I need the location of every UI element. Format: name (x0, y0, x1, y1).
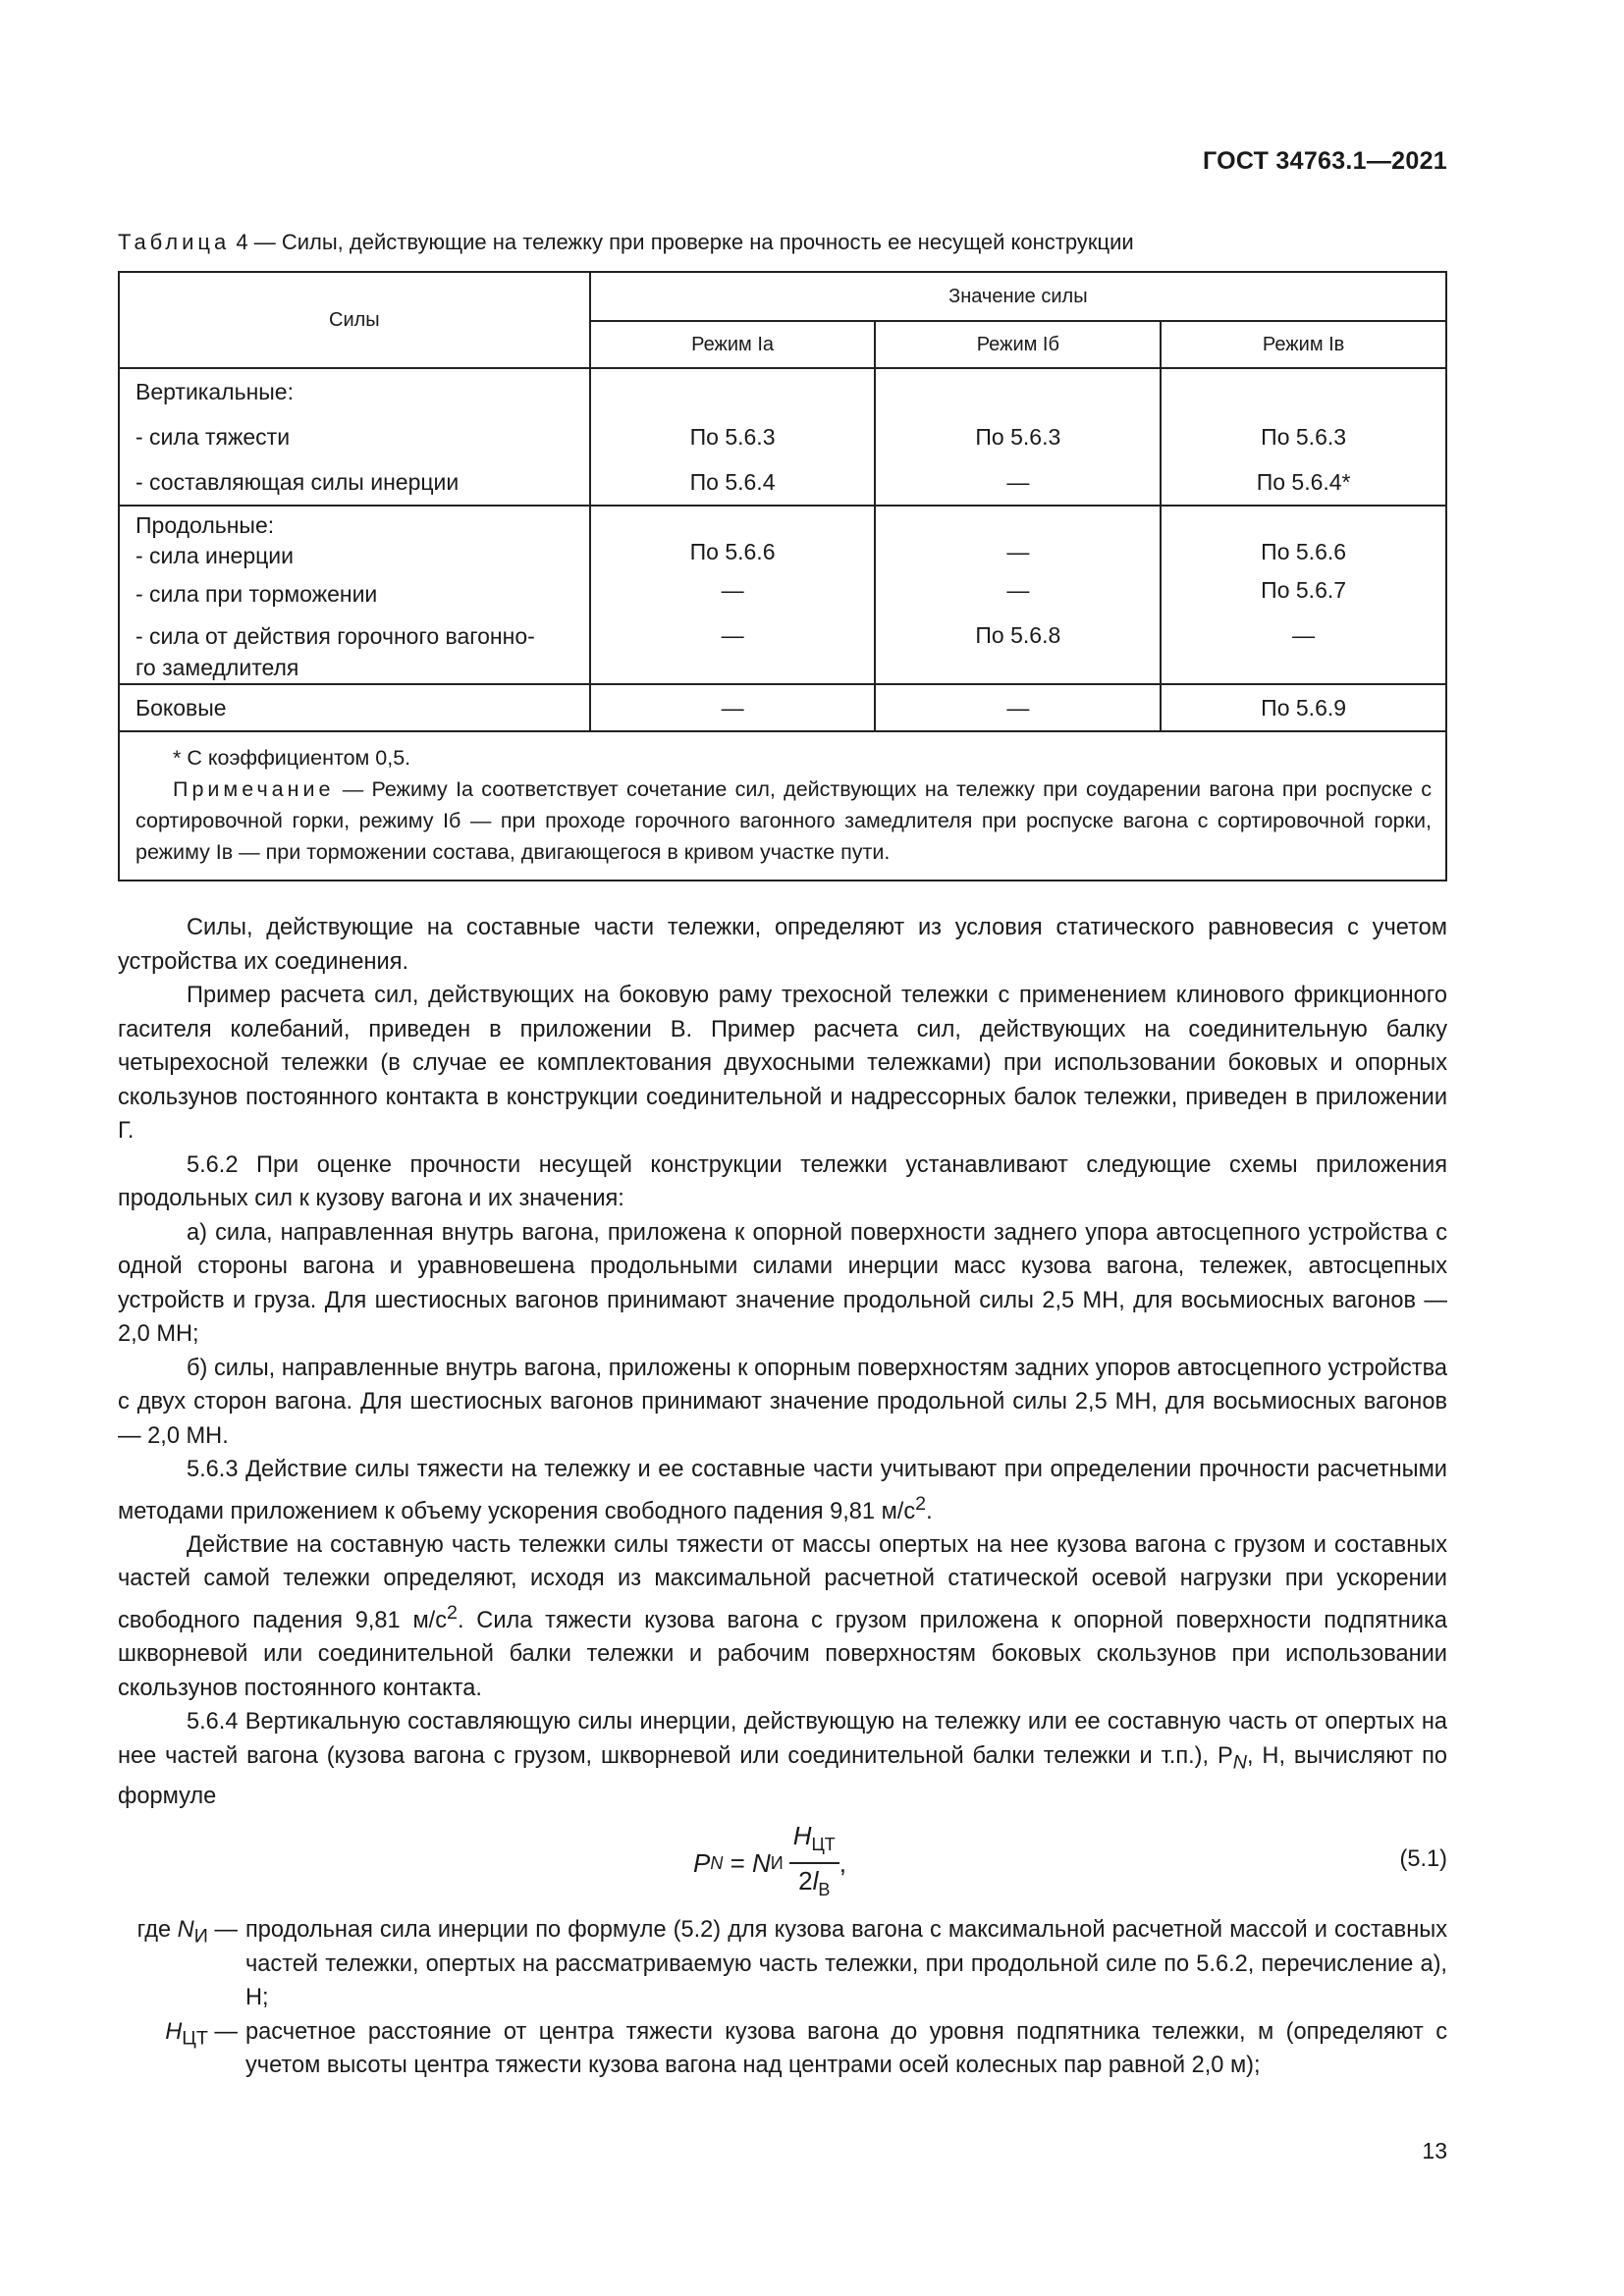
table-cell: — (1292, 622, 1316, 648)
row-label: - сила тяжести (135, 424, 291, 450)
row-label: - сила инерции (135, 543, 294, 568)
table-cell: — (721, 577, 744, 603)
forces-table (118, 271, 1447, 881)
paragraph: 5.6.2 При оценке прочности несущей конструкции тележки устанавливают следующие схемы приложения продольных сил к кузову вагона и их значения: (118, 1151, 1447, 1211)
table-cell: — (1006, 469, 1030, 495)
table-note: Примечание — Режиму Iа соответствует сочетание сил, действующих на тележку при соударении вагона при роспуске с сортировочной горки, режиму Iб — при проходе горочного вагонного замедлителя при роспуске вагона с сортировочной горки, режиму Iв — при торможении состава, двигающегося в кривом участке пути. (135, 777, 1432, 864)
legend-description: продольная сила инерции по формуле (5.2) для кузова вагона с максимальной расчетной массой и составных частей тележки, опертых на рассматриваемую часть тележки, при продольной силе по 5.6.2, перечисление а), Н; (245, 1917, 1447, 2011)
row-label: - составляющая силы инерции (135, 469, 460, 495)
paragraph: 5.6.3 Действие силы тяжести на тележку и ее составные части учитывают при определении прочности расчетными методами приложением к объему ускорения свободного падения 9,81 $м/с^2$. (118, 1457, 1447, 1524)
table-cell: По 5.6.4* (1256, 469, 1351, 495)
table-row-lateral (119, 684, 1446, 731)
group-title-vertical: Вертикальные: (135, 379, 294, 404)
table-notes (119, 731, 1446, 881)
legend-symbol: $H_{ЦТ}$ — (165, 2018, 238, 2050)
paragraph: Силы, действующие на составные части тележки, определяют из условия статического равновесия с учетом устройства их соединения. (118, 915, 1447, 975)
table-cell: По 5.6.8 (975, 622, 1061, 648)
table-cell: По 5.6.6 (1261, 539, 1347, 564)
table-cell: По 5.6.6 (689, 539, 776, 564)
col-header-mode-b: Режим Iб (875, 321, 1161, 368)
page-number: 13 (1422, 2138, 1447, 2163)
table-cell: По 5.6.3 (1261, 424, 1347, 450)
body-text (118, 911, 1447, 2083)
paragraph: б) силы, направленные внутрь вагона, приложены к опорным поверхностям задних упоров автосцепного устройства с двух сторон вагона. Для шестиосных вагонов принимают значение продольной силы 2,5 МН, для восьмиосных вагонов — 2,0 МН. (118, 1355, 1447, 1449)
formula-legend (118, 1913, 1447, 2083)
table-cell: — (1006, 577, 1030, 603)
table-cell: По 5.6.7 (1261, 577, 1347, 603)
table-cell: По 5.6.4 (689, 469, 776, 495)
table-cell: По 5.6.3 (689, 424, 776, 450)
formula-number: (5.1) (1399, 1846, 1447, 1873)
row-label: Боковые (135, 695, 227, 721)
formula-fraction: $\frac{H_{ЦТ}}{2l_В}$ (789, 1819, 839, 1906)
paragraph: 5.6.4 Вертикальную составляющую силы инерции, действующую на тележку или ее составную часть от опертых на нее частей вагона (кузова вагона с грузом, шкворневой или соединительной балки тележки и т.п.), $P_N$, Н, вычисляют по формуле (118, 1709, 1447, 1809)
row-label: - сила при торможении (135, 581, 378, 607)
table-row-longitudinal (119, 506, 1446, 684)
col-header-mode-c: Режим Iв (1161, 321, 1446, 368)
table-cell: — (1006, 695, 1030, 721)
table-cell: По 5.6.3 (975, 424, 1061, 450)
paragraph: Действие на составную часть тележки силы тяжести от массы опертых на нее кузова вагона с грузом и составных частей самой тележки определяют, исходя из максимальной расчетной статической осевой нагрузки при ускорении свободного падения 9,81 $м/с^2$. Сила тяжести кузова вагона с грузом приложена к опорной поверхности подпятника шкворневой или соединительной балки тележки и рабочим поверхностям боковых скользунов при использовании скользунов постоянного контакта. (118, 1531, 1447, 1701)
col-header-forces: Силы (119, 272, 590, 368)
table-caption-word: Таблица (118, 230, 231, 254)
table-cell: — (721, 695, 744, 721)
legend-symbol: где $N_И$ — (136, 1917, 238, 1949)
paragraph: Пример расчета сил, действующих на боковую раму трехосной тележки с применением клинового фрикционного гасителя колебаний, приведен в приложении В. Пример расчета сил, действующих на соединительную балку четырехосной тележки (в случае ее комплектования двухосными тележками) при использовании боковых и опорных скользунов постоянного контакта в конструкции соединительной и надрессорных балок тележки, приведен в приложении Г. (118, 983, 1447, 1144)
formula-5-1 (118, 1813, 1447, 1911)
formula-expression: P N = N И $\frac{H_{ЦТ}}{2l_В}$ , (693, 1819, 846, 1906)
legend-description: расчетное расстояние от центра тяжести кузова вагона до уровня подпятника тележки, м (определяют с учетом высоты центра тяжести кузова вагона над центрами осей колесных пар равной 2,0 м); (245, 2018, 1447, 2079)
table-cell: — (1006, 539, 1030, 564)
col-header-value: Значение силы (590, 272, 1446, 321)
group-title-longitudinal: Продольные: (135, 512, 275, 538)
table-cell: По 5.6.9 (1261, 695, 1347, 721)
table-caption (118, 230, 1134, 255)
table-caption-text: 4 — Силы, действующие на тележку при проверке на прочность ее несущей конструкции (236, 230, 1134, 254)
row-label: - сила от действия горочного вагонно- го замедлителя (135, 623, 535, 680)
document-code: ГОСТ 34763.1—2021 (1202, 147, 1447, 175)
table-footnote: * С коэффициентом 0,5. (173, 746, 411, 770)
col-header-mode-a: Режим Iа (590, 321, 876, 368)
table-row-vertical (119, 368, 1446, 506)
paragraph: а) сила, направленная внутрь вагона, приложена к опорной поверхности заднего упора автосцепного устройства с одной стороны вагона и уравновешена продольными силами инерции масс кузова вагона, тележек, автосцепных устройств и груза. Для шестиосных вагонов принимают значение продольной силы 2,5 МН, для восьмиосных вагонов — 2,0 МН; (118, 1219, 1447, 1347)
table-cell: — (721, 622, 744, 648)
